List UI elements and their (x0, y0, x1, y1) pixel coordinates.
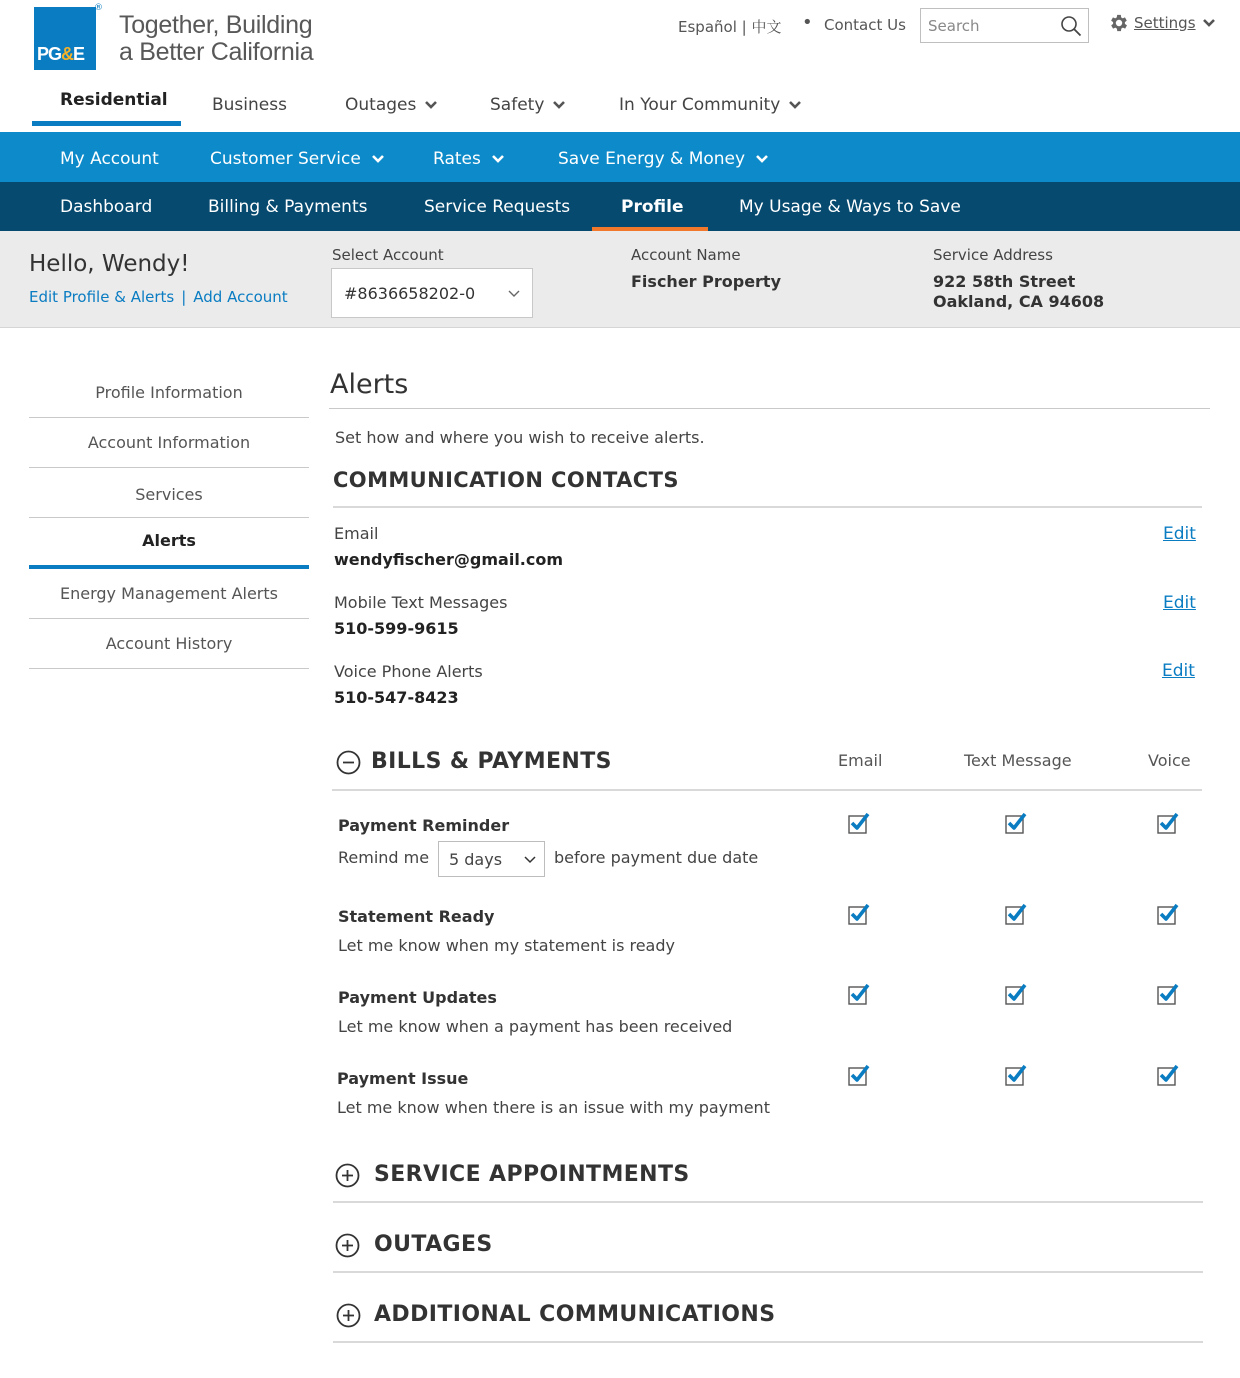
active-nav-indicator (32, 121, 181, 126)
email-contact-value: wendyfischer@gmail.com (334, 550, 564, 569)
checkbox-email-icon[interactable] (848, 1064, 870, 1086)
greeting: Hello, Wendy! (29, 251, 190, 277)
checkbox-text-icon[interactable] (1005, 812, 1027, 834)
settings-label[interactable]: Settings (1134, 14, 1196, 32)
intro-text: Set how and where you wish to receive alerts. (335, 428, 705, 447)
tagline-line-2: a Better California (119, 38, 314, 66)
checkbox-text-icon[interactable] (1005, 983, 1027, 1005)
nav-safety[interactable] (490, 95, 566, 115)
contact-us-link[interactable]: Contact Us (824, 16, 906, 34)
chevron-down-icon (524, 856, 536, 864)
expand-plus-icon[interactable] (335, 1163, 360, 1188)
voice-phone-contact-label: Voice Phone Alerts (334, 662, 483, 681)
nav-label: In Your Community (619, 95, 781, 115)
service-appointments-heading[interactable]: SERVICE APPOINTMENTS (374, 1162, 690, 1187)
registered-mark-icon: ® (94, 3, 103, 13)
payment-issue-title: Payment Issue (337, 1069, 469, 1088)
chevron-down-icon (424, 100, 438, 110)
payment-updates-desc: Let me know when a payment has been received (338, 1017, 733, 1036)
checkbox-voice-icon[interactable] (1157, 1064, 1179, 1086)
chevron-down-icon (491, 154, 505, 164)
mobile-text-contact-label: Mobile Text Messages (334, 593, 508, 612)
logo-wordmark: PG&E (37, 44, 85, 64)
communication-contacts-heading: COMMUNICATION CONTACTS (333, 468, 679, 492)
brand-tagline (119, 12, 313, 66)
primary-nav (0, 82, 1240, 132)
nav-rates[interactable] (433, 149, 505, 169)
payment-updates-title: Payment Updates (338, 988, 497, 1007)
nav-my-account[interactable] (60, 149, 159, 169)
checkbox-voice-icon[interactable] (1157, 983, 1179, 1005)
expand-plus-icon[interactable] (336, 1303, 361, 1328)
nav-label: Customer Service (210, 149, 361, 169)
checkbox-email-icon[interactable] (848, 903, 870, 925)
remind-days-value: 5 days (449, 850, 503, 869)
tertiary-nav (0, 182, 1240, 231)
search-icon[interactable] (1060, 15, 1082, 37)
outages-heading[interactable]: OUTAGES (374, 1232, 493, 1257)
bills-payments-heading: BILLS & PAYMENTS (371, 749, 612, 774)
chevron-down-icon (788, 100, 802, 110)
chevron-down-icon (371, 154, 385, 164)
nav-label: Outages (345, 95, 417, 115)
tab-my-usage[interactable]: My Usage & Ways to Save (739, 197, 961, 217)
nav-in-your-community[interactable] (619, 95, 802, 115)
nav-label: Business (212, 95, 287, 115)
checkbox-text-icon[interactable] (1005, 903, 1027, 925)
nav-label: My Account (60, 149, 159, 169)
nav-label: Safety (490, 95, 545, 115)
account-links (29, 288, 288, 306)
search-input[interactable] (921, 9, 1051, 42)
chevron-down-icon (552, 100, 566, 110)
service-address-line-1: 922 58th Street (933, 272, 1076, 291)
title-divider (329, 408, 1210, 409)
side-nav-account-history[interactable]: Account History (29, 619, 309, 669)
section-divider (333, 1201, 1203, 1203)
settings-menu[interactable] (1108, 12, 1216, 34)
select-account-label: Select Account (332, 246, 444, 264)
nav-business[interactable] (212, 95, 287, 115)
tab-billing-payments[interactable]: Billing & Payments (208, 197, 368, 217)
service-address-label: Service Address (933, 246, 1053, 264)
side-nav-account-information[interactable]: Account Information (29, 418, 309, 468)
checkbox-email-icon[interactable] (848, 812, 870, 834)
edit-mobile-text-link[interactable]: Edit (1163, 593, 1196, 613)
nav-save-energy-money[interactable] (558, 149, 769, 169)
section-divider (333, 506, 1202, 508)
bullet-separator-icon: • (802, 12, 813, 33)
side-nav-energy-management-alerts[interactable]: Energy Management Alerts (29, 569, 309, 619)
column-header-voice: Voice (1148, 751, 1191, 770)
account-bar (0, 231, 1240, 328)
checkbox-email-icon[interactable] (848, 983, 870, 1005)
collapse-minus-icon[interactable] (336, 750, 361, 775)
payment-reminder-title: Payment Reminder (338, 816, 510, 835)
side-nav-services[interactable]: Services (29, 468, 309, 518)
tab-profile[interactable]: Profile (621, 197, 684, 217)
column-header-text-message: Text Message (964, 751, 1072, 770)
account-select[interactable] (331, 268, 533, 318)
account-name-label: Account Name (631, 246, 741, 264)
nav-label: Residential (60, 90, 168, 110)
side-nav-alerts[interactable]: Alerts (29, 518, 309, 569)
add-account-link[interactable]: Add Account (193, 288, 288, 306)
mobile-text-contact-value: 510-599-9615 (334, 619, 459, 638)
nav-residential[interactable] (60, 90, 168, 110)
payment-issue-desc: Let me know when there is an issue with my payment (337, 1098, 770, 1117)
expand-plus-icon[interactable] (335, 1233, 360, 1258)
chevron-down-icon (1202, 18, 1216, 28)
voice-phone-contact-value: 510-547-8423 (334, 688, 459, 707)
nav-label: Rates (433, 149, 481, 169)
statement-ready-title: Statement Ready (338, 907, 495, 926)
account-name-value: Fischer Property (631, 272, 782, 291)
language-switcher[interactable]: Español | 中文 (678, 18, 782, 36)
search-box[interactable] (920, 8, 1089, 43)
section-divider (333, 1341, 1203, 1343)
nav-outages[interactable] (345, 95, 438, 115)
tab-service-requests[interactable]: Service Requests (424, 197, 571, 217)
checkbox-text-icon[interactable] (1005, 1064, 1027, 1086)
edit-email-link[interactable]: Edit (1163, 524, 1196, 544)
column-header-email: Email (838, 751, 883, 770)
section-divider (332, 789, 1202, 791)
nav-label: Save Energy & Money (558, 149, 746, 169)
gear-icon (1108, 12, 1130, 34)
edit-profile-alerts-link[interactable]: Edit Profile & Alerts (29, 288, 175, 306)
tab-dashboard[interactable]: Dashboard (60, 197, 153, 217)
link-separator: | (181, 288, 187, 306)
pge-logo[interactable] (34, 3, 103, 70)
checkbox-voice-icon[interactable] (1157, 903, 1179, 925)
tagline-line-1: Together, Building (119, 11, 313, 39)
selected-account-value: #8636658202-0 (344, 284, 476, 303)
nav-customer-service[interactable] (210, 149, 385, 169)
email-contact-label: Email (334, 524, 379, 543)
chevron-down-icon (508, 290, 520, 298)
remind-me-suffix: before payment due date (554, 848, 759, 867)
additional-communications-heading[interactable]: ADDITIONAL COMMUNICATIONS (374, 1302, 776, 1327)
statement-ready-desc: Let me know when my statement is ready (338, 936, 675, 955)
remind-me-prefix: Remind me (338, 848, 430, 867)
remind-days-select[interactable] (438, 841, 545, 877)
page-title: Alerts (330, 369, 409, 400)
secondary-nav (0, 132, 1240, 182)
chevron-down-icon (755, 154, 769, 164)
section-divider (333, 1271, 1203, 1273)
checkbox-voice-icon[interactable] (1157, 812, 1179, 834)
service-address-line-2: Oakland, CA 94608 (933, 292, 1105, 311)
side-nav-profile-information[interactable]: Profile Information (29, 368, 309, 418)
edit-voice-phone-link[interactable]: Edit (1162, 661, 1195, 681)
